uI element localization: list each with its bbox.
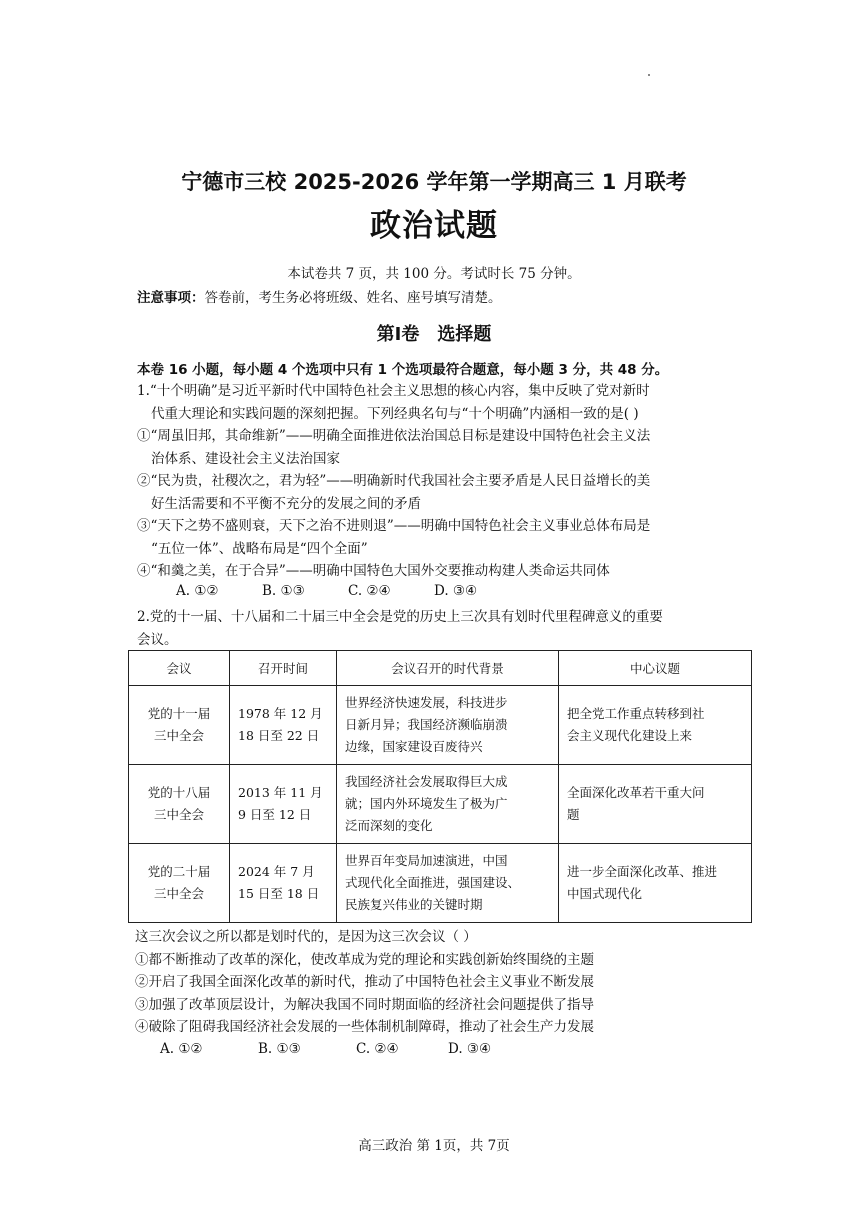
question-2: [137, 606, 737, 651]
q1-stem-line2: 代重大理论和实践问题的深刻把握。下列经典名句与“十个明确”内涵相一致的是( ): [151, 405, 639, 422]
q1-option-d: D. ③④: [434, 583, 478, 599]
cell-line: 全面深化改革若干重大问: [567, 785, 705, 800]
col-header: 会议召开的时代背景: [337, 651, 559, 686]
section-instructions: 本卷 16 小题，每小题 4 个选项中只有 1 个选项最符合题意，每小题 3 分，共 48 分。: [137, 362, 669, 378]
q2-option-a: A. ①②: [160, 1041, 203, 1057]
q2-item-1: ①都不断推动了改革的深化，使改革成为党的理论和实践创新始终围绕的主题: [135, 951, 594, 968]
cell-line: 中国式现代化: [567, 886, 643, 901]
table-row: [129, 765, 752, 844]
q2-option-c: C. ②④: [356, 1041, 399, 1057]
q2-item-3: ③加强了改革顶层设计，为解决我国不同时期面临的经济社会问题提供了指导: [135, 996, 594, 1013]
q1-options: [176, 583, 477, 599]
cell-line: 会主义现代化建设上来: [567, 728, 693, 743]
q1-item-3: ③“天下之势不盛则衰，天下之治不进则退”——明确中国特色社会主义事业总体布局是: [137, 518, 651, 534]
cell-line: 2013 年 11 月: [238, 785, 323, 800]
cell-line: 我国经济社会发展取得巨大成: [345, 774, 508, 789]
meetings-table: [128, 650, 752, 923]
cell-line: 三中全会: [153, 886, 204, 901]
q1-item-1-cont: 治体系、建设社会主义法治国家: [151, 450, 340, 467]
background-cell: [337, 765, 559, 844]
meeting-cell: [129, 686, 230, 765]
cell-line: 世界经济快速发展，科技进步: [345, 695, 508, 710]
cell-line: 日新月异；我国经济濒临崩溃: [345, 717, 508, 732]
notice-label: 注意事项：: [137, 290, 205, 306]
q1-option-a: A. ①②: [176, 583, 219, 599]
q2-options: [160, 1041, 491, 1057]
q1-item-4: ④“和羹之美，在于合异”——明确中国特色大国外交要推动构建人类命运共同体: [137, 563, 610, 579]
q1-stem-line1: 1.“十个明确”是习近平新时代中国特色社会主义思想的核心内容，集中反映了党对新时: [137, 383, 650, 399]
q1-item-2-cont: 好生活需要和不平衡不充分的发展之间的矛盾: [151, 495, 421, 512]
background-cell: [337, 686, 559, 765]
question-1: [137, 380, 737, 583]
topic-cell: [559, 686, 752, 765]
q1-item-1: ①“周虽旧邦，其命维新”——明确全面推进依法治国总目标是建设中国特色社会主义法: [137, 428, 651, 444]
cell-line: 1978 年 12 月: [238, 706, 323, 721]
q2-option-b: B. ①③: [258, 1041, 301, 1057]
cell-line: 把全党工作重点转移到社: [567, 706, 705, 721]
table-row: [129, 686, 752, 765]
cell-line: 三中全会: [153, 807, 204, 822]
q1-option-b: B. ①③: [262, 583, 305, 599]
q2-option-d: D. ③④: [448, 1041, 492, 1057]
q2-item-2: ②开启了我国全面深化改革的新时代，推动了中国特色社会主义事业不断发展: [135, 974, 594, 990]
scan-speck: [648, 74, 650, 76]
q1-option-c: C. ②④: [348, 583, 391, 599]
meeting-cell: [129, 844, 230, 923]
col-header: 中心议题: [559, 651, 752, 686]
table-row: [129, 844, 752, 923]
subject-title: 政治试题: [370, 208, 498, 244]
cell-line: 题: [567, 807, 580, 822]
section-name: 选择题: [437, 324, 492, 345]
q2-body: [135, 926, 735, 1039]
date-cell: [230, 765, 337, 844]
cell-line: 18 日至 22 日: [238, 728, 320, 743]
table-header-row: [129, 651, 752, 686]
cell-line: 15 日至 18 日: [238, 886, 320, 901]
topic-cell: [559, 844, 752, 923]
q1-item-3-cont: “五位一体”、战略布局是“四个全面”: [151, 540, 368, 557]
q2-stem-line1: 2.党的十一届、十八届和二十届三中全会是党的历史上三次具有划时代里程碑意义的重要: [137, 609, 663, 625]
col-header: 会议: [129, 651, 230, 686]
q2-stem-line2: 会议。: [137, 631, 178, 648]
cell-line: 式现代化全面推进，强国建设、: [345, 875, 521, 890]
meeting-cell: [129, 765, 230, 844]
exam-info: 本试卷共 7 页，共 100 分。考试时长 75 分钟。: [287, 266, 581, 282]
q2-item-4: ④破除了阻碍我国经济社会发展的一些体制机制障碍，推动了社会生产力发展: [135, 1019, 594, 1035]
cell-line: 世界百年变局加速演进，中国: [345, 853, 508, 868]
cell-line: 2024 年 7 月: [238, 864, 315, 879]
section-part: 第Ⅰ卷: [376, 324, 420, 345]
cell-line: 泛而深刻的变化: [345, 818, 433, 833]
cell-line: 党的二十届: [147, 864, 211, 879]
q1-item-2: ②“民为贵，社稷次之，君为轻”——明确新时代我国社会主要矛盾是人民日益增长的美: [137, 473, 651, 489]
date-cell: [230, 844, 337, 923]
cell-line: 进一步全面深化改革、推进: [567, 864, 718, 879]
cell-line: 9 日至 12 日: [238, 807, 312, 822]
cell-line: 党的十八届: [147, 785, 211, 800]
page-footer: 高三政治 第 1页，共 7页: [358, 1138, 510, 1154]
cell-line: 民族复兴伟业的关键时期: [345, 897, 483, 912]
background-cell: [337, 844, 559, 923]
col-header: 召开时间: [230, 651, 337, 686]
exam-title: 宁德市三校 2025-2026 学年第一学期高三 1 月联考: [181, 170, 687, 194]
date-cell: [230, 686, 337, 765]
notice-text: 答卷前，考生务必将班级、姓名、座号填写清楚。: [204, 290, 502, 306]
topic-cell: [559, 765, 752, 844]
cell-line: 边缘，国家建设百废待兴: [345, 739, 483, 754]
notice: [137, 286, 502, 306]
cell-line: 三中全会: [153, 728, 204, 743]
section-heading: [0, 320, 868, 346]
cell-line: 就；国内外环境发生了极为广: [345, 796, 508, 811]
cell-line: 党的十一届: [147, 706, 211, 721]
q2-question: 这三次会议之所以都是划时代的，是因为这三次会议（ ）: [135, 929, 477, 945]
